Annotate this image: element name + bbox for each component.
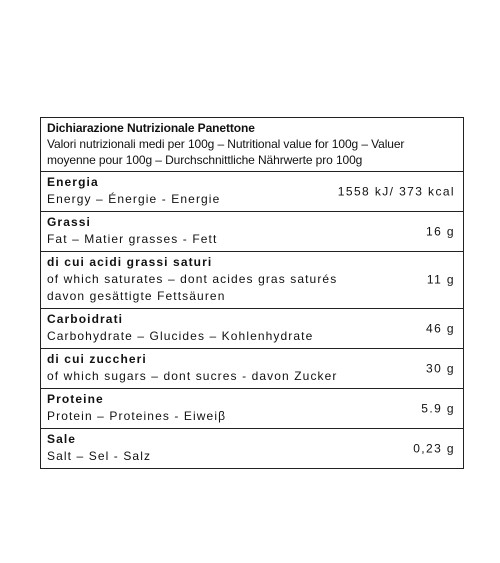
nutrient-name: Energia bbox=[47, 175, 99, 189]
nutrient-name: di cui zuccheri bbox=[47, 352, 147, 366]
label-subtitle-line-2: moyenne pour 100g – Durchschnittliche Nährwerte pro 100g bbox=[47, 153, 363, 167]
nutrient-value: 16 g bbox=[426, 224, 455, 238]
nutrient-value: 5.9 g bbox=[421, 401, 455, 415]
row-protein bbox=[41, 389, 463, 429]
nutrient-translation: davon gesättigte Fettsäuren bbox=[47, 289, 226, 303]
nutrient-name: Sale bbox=[47, 432, 77, 446]
row-saturates bbox=[41, 252, 463, 309]
nutrient-value: 30 g bbox=[426, 361, 455, 375]
row-sugars bbox=[41, 349, 463, 389]
nutrient-name: Proteine bbox=[47, 392, 104, 406]
nutrient-value: 11 g bbox=[426, 272, 455, 287]
nutrient-name: Grassi bbox=[47, 215, 91, 229]
nutrient-translation: Carbohydrate – Glucides – Kohlenhydrate bbox=[47, 329, 314, 343]
nutrition-label-table bbox=[40, 117, 464, 469]
row-fat bbox=[41, 212, 463, 252]
nutrient-translation: Protein – Proteines - Eiweiβ bbox=[47, 409, 227, 423]
nutrient-value: 46 g bbox=[426, 321, 455, 335]
row-energy bbox=[41, 172, 463, 212]
nutrient-name: di cui acidi grassi saturi bbox=[47, 255, 213, 269]
row-carbohydrate bbox=[41, 309, 463, 349]
nutrient-value: 1558 kJ/ 373 kcal bbox=[337, 184, 455, 198]
label-subtitle-line-1: Valori nutrizionali medi per 100g – Nutritional value for 100g – Valuer bbox=[47, 137, 405, 151]
nutrient-name: Carboidrati bbox=[47, 312, 124, 326]
nutrient-translation: Salt – Sel - Salz bbox=[47, 449, 152, 463]
label-title: Dichiarazione Nutrizionale Panettone bbox=[47, 121, 255, 135]
nutrient-translation: Energy – Énergie - Energie bbox=[47, 192, 221, 206]
row-salt bbox=[41, 429, 463, 468]
nutrient-translation: of which saturates – dont acides gras saturés bbox=[47, 272, 338, 286]
nutrient-translation: Fat – Matier grasses - Fett bbox=[47, 232, 218, 246]
nutrient-value: 0,23 g bbox=[413, 441, 455, 455]
nutrient-translation: of which sugars – dont sucres - davon Zucker bbox=[47, 369, 338, 383]
label-header bbox=[41, 118, 463, 172]
